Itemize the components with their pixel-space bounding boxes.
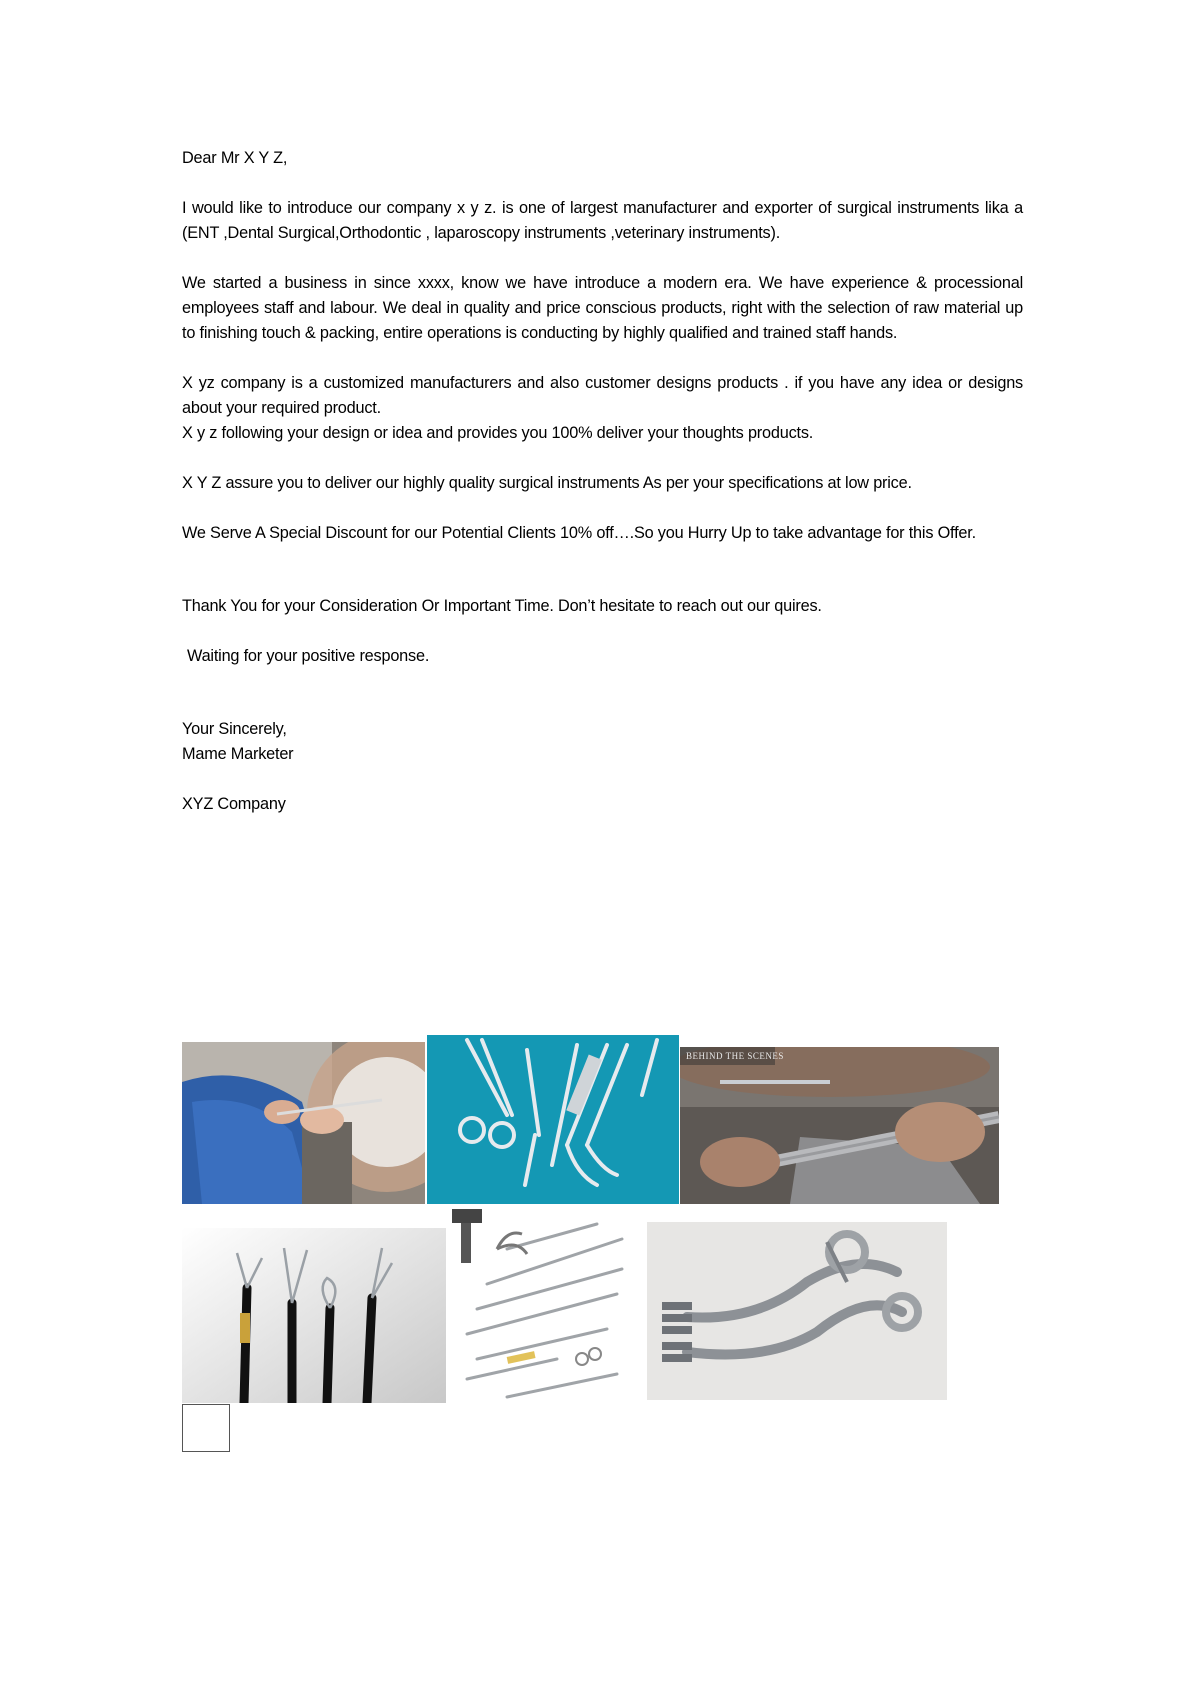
thanks-paragraph: Thank You for your Consideration Or Important Time. Don’t hesitate to reach out our quires. bbox=[182, 597, 822, 615]
filing-photo bbox=[680, 1047, 999, 1204]
custom-paragraph-2: X y z following your design or idea and provides you 100% deliver your thoughts products. bbox=[182, 424, 814, 442]
grinding-photo bbox=[182, 1042, 425, 1204]
forceps-photo bbox=[427, 1035, 679, 1204]
offer-paragraph: We Serve A Special Discount for our Potential Clients 10% off….So you Hurry Up to take advantage for this Offer. bbox=[182, 524, 976, 542]
instrument-set-photo bbox=[447, 1209, 630, 1402]
retractor-photo bbox=[647, 1222, 947, 1400]
closing-line: Your Sincerely, bbox=[182, 720, 287, 738]
filing-caption: BEHIND THE SCENES bbox=[686, 1051, 784, 1061]
salutation: Dear Mr X Y Z, bbox=[182, 149, 288, 167]
waiting-line: Waiting for your positive response. bbox=[187, 647, 430, 665]
company-name: XYZ Company bbox=[182, 795, 286, 813]
custom-paragraph: X yz company is a customized manufacturers and also customer designs products . if you have any idea or designs about your required product. bbox=[182, 374, 1023, 417]
empty-image-placeholder bbox=[182, 1404, 230, 1452]
letter-body bbox=[182, 146, 1023, 817]
assurance-paragraph: X Y Z assure you to deliver our highly quality surgical instruments As per your specifications at low price. bbox=[182, 474, 912, 492]
intro-paragraph: I would like to introduce our company x y z. is one of largest manufacturer and exporter of surgical instruments lika a (ENT ,Dental Surgical,Orthodontic , laparoscopy instruments ,veterinary instruments). bbox=[182, 199, 1023, 242]
history-paragraph: We started a business in since xxxx, know we have introduce a modern era. We have experience & processional employees staff and labour. We deal in quality and price conscious products, right with the selection of raw material up to finishing touch & packing, entire operations is conducting by highly qualified and trained staff hands. bbox=[182, 274, 1023, 342]
laparoscopy-photo bbox=[182, 1228, 446, 1403]
signer-name: Mame Marketer bbox=[182, 745, 294, 763]
